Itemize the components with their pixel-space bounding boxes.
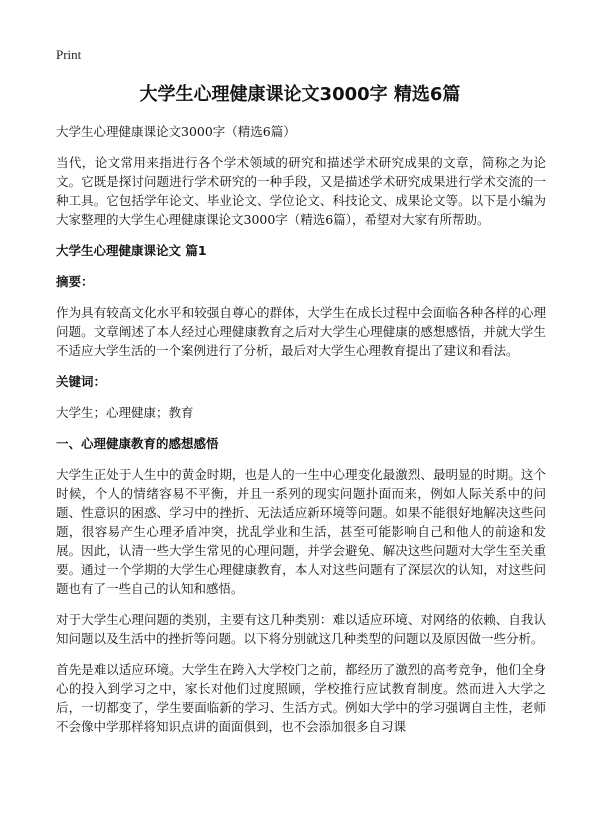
section-1-paragraph-3: 首先是难以适应环境。大学生在跨入大学校门之前，都经历了激烈的高考竞争，他们全身心的投入到学习之中，家长对他们过度照顾，学校推行应试教育制度。然而进入大学之后，一切都变了，学生要面临新的学习、生活方式。例如大学中的学习强调自主性，老师不会像中学那样将知识点讲的面面俱到，也不会添加很多自习课 [56, 662, 546, 734]
intro-paragraph: 当代，论文常用来指进行各个学术领域的研究和描述学术研究成果的文章，简称之为论文。它既是探讨问题进行学术研究的一种手段，又是描述学术研究成果进行学术交流的一种工具。它包括学年论文、毕业论文、学位论文、科技论文、成果论文等。以下是小编为大家整理的大学生心理健康课论文3000字（精选6篇），希望对大家有所帮助。 [56, 155, 546, 227]
section-1-heading: 一、心理健康教育的感想感悟 [56, 436, 219, 451]
document-subtitle: 大学生心理健康课论文3000字（精选6篇） [56, 124, 296, 139]
section-1-paragraph-2: 对于大学生心理问题的类别，主要有这几种类别：难以适应环境、对网络的依赖、自我认知问题以及生活中的挫折等问题。以下将分别就这几种类型的问题以及原因做一些分析。 [56, 612, 546, 646]
page-title: 大学生心理健康课论文3000字 精选6篇 [139, 84, 461, 105]
keywords-heading: 关键词： [56, 374, 107, 389]
essay-heading: 大学生心理健康课论文 篇1 [56, 243, 207, 258]
abstract-paragraph: 作为具有较高文化水平和较强自尊心的群体，大学生在成长过程中会面临各种各样的心理问题。文章阐述了本人经过心理健康教育之后对大学生心理健康的感想感悟，并就大学生不适应大学生活的一个案例进行了分析，最后对大学生心理教育提出了建议和看法。 [56, 305, 546, 358]
print-link[interactable]: Print [56, 47, 82, 62]
section-1-paragraph-1: 大学生正处于人生中的黄金时期，也是人的一生中心理变化最激烈、最明显的时期。这个时候，个人的情绪容易不平衡，并且一系列的现实问题扑面而来，例如人际关系中的问题、性意识的困惑、学习中的挫折、无法适应新环境等问题。如果不能很好地解决这些问题，很容易产生心理矛盾冲突，扰乱学业和生活，甚至可能影响自己和他人的前途和发展。因此，认清一些大学生常见的心理问题，并学会避免、解决这些问题对大学生至关重要。通过一个学期的大学生心理健康教育，本人对这些问题有了深层次的认知，对这些问题也有了一些自己的认知和感悟。 [56, 467, 546, 596]
abstract-heading: 摘要： [56, 274, 94, 289]
document-body [56, 122, 546, 748]
keywords-line: 大学生；心理健康；教育 [56, 405, 194, 420]
